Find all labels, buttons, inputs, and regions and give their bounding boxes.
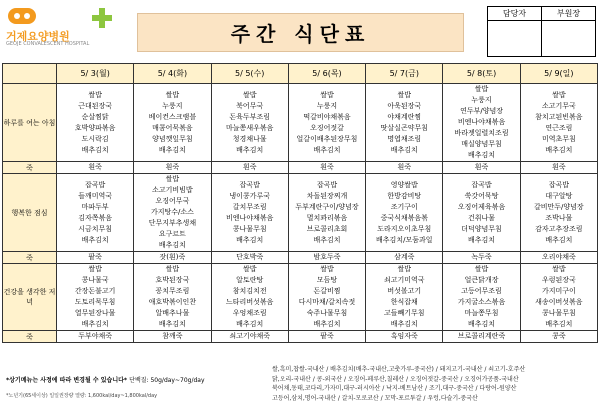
menu-item: 쌀밥 xyxy=(242,90,257,99)
menu-item: 야채계란찜 xyxy=(387,112,422,121)
approval-label-vice-director: 부원장 xyxy=(542,7,596,21)
menu-item: 단무지부추생채 xyxy=(148,219,197,227)
menu-item: 쌀밥 xyxy=(320,265,334,273)
menu-item: 마늘쫑무침 xyxy=(464,309,499,317)
menu-item: 소고기무국 xyxy=(541,101,576,110)
porridge-cell: 삼계죽 xyxy=(366,252,443,264)
page-title: 주간 식단표 xyxy=(137,13,464,52)
porridge-cell: 오리야채죽 xyxy=(520,252,597,264)
origin-line: 닭,오리-국내산 / 콩-외국산 / 오징어-페루산,칠레산 / 오징어젓갈-중국산 / 오징어가공품-국내산 xyxy=(272,375,519,383)
approval-sign-staff xyxy=(488,21,542,57)
menu-item: 배추김치 xyxy=(236,145,264,154)
menu-item: 매콤어묵볶음 xyxy=(152,123,193,132)
menu-item: 가지굴소스볶음 xyxy=(457,298,506,306)
menu-item: 아욱된장국 xyxy=(387,101,422,110)
menu-item: 양념깻잎무침 xyxy=(152,134,193,143)
menu-item: 꽁치무조림 xyxy=(155,287,190,295)
menu-item: 냉이콩가루국 xyxy=(229,191,270,200)
menu-item: 애호박볶이인찬 xyxy=(148,298,197,306)
menu-item: 배추김치 xyxy=(158,145,186,154)
menu-item: 요구르트 xyxy=(158,230,186,238)
approval-label-staff: 담당자 xyxy=(488,7,542,21)
menu-item: 잡곡밥 xyxy=(548,180,569,189)
footer-note xyxy=(6,375,276,384)
menu-item: 다시마채/갈치속젓 xyxy=(298,298,356,306)
menu-item: 더덕양념무침 xyxy=(461,224,502,233)
menu-item: 쇠고기미역국 xyxy=(383,276,425,284)
menu-item: 누룽지 xyxy=(471,96,492,104)
porridge-row xyxy=(3,252,598,264)
corner-cell xyxy=(3,64,57,84)
menu-item: 소고기비빔밥 xyxy=(152,186,193,194)
menu-item: 김자쪽볶음 xyxy=(78,213,113,222)
origin-info xyxy=(272,365,598,403)
menu-item: 대구알탕 xyxy=(545,191,573,200)
menu-item: 근대된장국 xyxy=(78,101,113,110)
menu-item: 쌀밥 xyxy=(165,175,180,183)
menu-item: 호박양파볶음 xyxy=(74,123,116,132)
menu-item: 건취나물 xyxy=(468,213,496,222)
menu-item: 쌀밥 xyxy=(552,265,566,273)
meal-cell xyxy=(443,174,520,252)
porridge-cell: 녹두죽 xyxy=(443,252,520,264)
date-header: 5/ 7(금) xyxy=(366,64,443,84)
menu-item: 쌀밥 xyxy=(242,265,257,273)
meal-cell xyxy=(57,264,134,331)
menu-item: 갈비만두/양념장 xyxy=(533,202,584,211)
menu-item: 콩나물국 xyxy=(81,276,109,284)
menu-item: 배추김치 xyxy=(468,235,496,244)
menu-item: 연근조림 xyxy=(545,123,573,132)
menu-item: 버섯볼고기 xyxy=(387,287,422,295)
menu-item: 배추김치 xyxy=(545,145,573,154)
meal-cell xyxy=(366,84,443,162)
nutrition-note: *노년기(65세이상) 일일권장량 열량: 1,600kal/day~1,800kal/day xyxy=(6,393,158,399)
approval-sign-vice-director xyxy=(542,21,596,57)
menu-item: 감자고추장조림 xyxy=(535,224,583,233)
menu-item: 배추김치 xyxy=(81,320,109,328)
menu-item: 우렁된장국 xyxy=(541,276,576,284)
porridge-cell: 잣(흰)죽 xyxy=(134,252,211,264)
meal-cell xyxy=(134,264,211,331)
footer xyxy=(2,363,598,418)
meal-cell xyxy=(520,84,597,162)
menu-item: 쌀밥 xyxy=(474,265,489,273)
menu-item: 참치김치전 xyxy=(232,287,267,295)
menu-item: 배추김치 xyxy=(468,151,496,159)
meal-cell xyxy=(134,84,211,162)
menu-item: 조박나물 xyxy=(545,213,573,222)
menu-item: 가지탕수/소스 xyxy=(150,208,194,216)
porridge-cell: 흰죽 xyxy=(366,162,443,174)
meal-label: 하루를 여는 아침 xyxy=(3,84,57,162)
menu-item: 호박된장국 xyxy=(155,276,190,284)
menu-item: 오징어젓갈 xyxy=(310,123,344,132)
menu-item: 멸치꽈리볶음 xyxy=(306,213,348,222)
porridge-cell: 팥죽 xyxy=(57,252,134,264)
porridge-cell: 쇠고기야채죽 xyxy=(211,331,288,343)
porridge-label: 죽 xyxy=(3,162,57,174)
menu-item: 콩나물무침 xyxy=(232,224,267,233)
menu-item: 땃살실곤약무침 xyxy=(380,123,428,132)
menu-item: 참치고된빈볶음 xyxy=(535,112,583,121)
meal-cell xyxy=(57,174,134,252)
menu-item: 차돌된장찌개 xyxy=(306,191,348,200)
menu-item: 배추김치 xyxy=(81,235,109,244)
menu-item: 연두부/양념장 xyxy=(460,107,504,115)
menu-item: 쌀밥 xyxy=(552,90,566,99)
menu-item: 중국식채볶음볶 xyxy=(380,213,428,222)
change-notice: *상기메뉴는 사정에 따라 변경될 수 있습니다* xyxy=(6,377,128,384)
protein-range: 단백질: 50g/day~70g/day xyxy=(129,377,205,384)
menu-item: 쌀밥 xyxy=(88,265,102,273)
menu-item: 오징어제육볶음 xyxy=(457,202,506,211)
porridge-cell: 밤호두죽 xyxy=(288,252,365,264)
menu-item: 미역초무침 xyxy=(541,134,576,143)
menu-item: 잡곡밥 xyxy=(84,180,106,189)
cross-icon xyxy=(92,8,112,28)
menu-item: 매실양념무침 xyxy=(461,140,502,148)
menu-item: 우엉채조림 xyxy=(232,309,267,317)
menu-item: 배추김치 xyxy=(545,320,573,328)
menu-item: 잡곡밥 xyxy=(316,180,338,189)
date-header: 5/ 3(월) xyxy=(57,64,134,84)
menu-item: 바라젯일렬치조림 xyxy=(454,129,509,137)
meal-cell xyxy=(520,174,597,252)
menu-item: 쌀밥 xyxy=(397,90,412,99)
porridge-cell: 흰죽 xyxy=(520,162,597,174)
menu-item: 배추김치 xyxy=(236,320,264,328)
porridge-label: 죽 xyxy=(3,252,57,264)
porridge-cell: 두부야채죽 xyxy=(57,331,134,343)
menu-item: 쌀밥 xyxy=(397,265,412,273)
menu-item: 비엔나야채볶음 xyxy=(226,213,274,222)
menu-item: 배추김치 xyxy=(236,235,264,244)
menu-item: 가지미구이 xyxy=(541,287,576,295)
menu-item: 마늘쫑새우볶음 xyxy=(226,123,274,132)
footer-notes xyxy=(6,375,276,399)
date-header: 5/ 9(일) xyxy=(520,64,597,84)
menu-item: 북어무국 xyxy=(236,101,264,110)
menu-item: 돈육두부조림 xyxy=(229,112,270,121)
porridge-cell: 브로콜리계란죽 xyxy=(443,331,520,343)
meal-cell xyxy=(443,84,520,162)
origin-line: 쌀,흑미,찹쌀-국내산 / 배추김치(배추-국내산,고춧가루-중국산) / 돼지고기-국내산 / 쇠고기-호주산 xyxy=(272,366,526,373)
meal-cell xyxy=(288,264,365,331)
porridge-cell: 흰죽 xyxy=(211,162,288,174)
logo-subtitle: GEOJE CONVALESCENT HOSPITAL xyxy=(6,41,90,47)
menu-item: 얼큰닭개장 xyxy=(464,276,499,284)
meal-cell xyxy=(443,264,520,331)
porridge-row xyxy=(3,331,598,343)
menu-item: 모듬탕 xyxy=(316,276,338,284)
menu-item: 알토란탕 xyxy=(236,276,264,284)
porridge-cell: 흰죽 xyxy=(57,162,134,174)
porridge-row xyxy=(3,162,598,174)
meal-label: 건강을 생각한 저녁 xyxy=(3,264,57,331)
porridge-cell: 흰죽 xyxy=(443,162,520,174)
meal-row xyxy=(3,174,598,252)
menu-item: 잡곡밥 xyxy=(471,180,492,189)
menu-item: 숙주나물무침 xyxy=(306,309,348,317)
menu-item: 누룽지 xyxy=(316,101,338,110)
menu-item: 배추김치 xyxy=(545,235,573,244)
porridge-cell: 팥죽 xyxy=(288,331,365,343)
porridge-cell: 참깨죽 xyxy=(134,331,211,343)
menu-item: 콩나물무침 xyxy=(541,309,576,317)
menu-item: 느타리버섯볶음 xyxy=(226,298,274,306)
menu-item: 비엔나야채볶음 xyxy=(457,118,506,126)
menu-item: 순살찜닭 xyxy=(81,112,109,121)
menu-item: 쌀밥 xyxy=(165,265,180,273)
menu-item: 갈치무조림 xyxy=(232,202,267,211)
approval-box xyxy=(487,6,596,57)
page-header xyxy=(0,0,600,60)
menu-item: 쌀밥 xyxy=(165,90,180,99)
meal-cell xyxy=(366,264,443,331)
menu-item: 쌀밥 xyxy=(320,90,334,99)
meal-cell xyxy=(366,174,443,252)
date-header: 5/ 4(화) xyxy=(134,64,211,84)
origin-line: 북어채,동태,코다리,가자미,대구-러시아산 / 낙지-베트남산 / 조기,대구-중국산 / 다랑어-원양산 xyxy=(272,385,517,392)
menu-item: 돈갈비찜 xyxy=(313,287,341,295)
date-header: 5/ 8(토) xyxy=(443,64,520,84)
weekly-menu-table xyxy=(2,63,598,343)
menu-item: 도토리묵무침 xyxy=(74,298,116,306)
menu-item: 조기구이 xyxy=(390,202,418,211)
menu-item: 마파두부 xyxy=(81,202,109,211)
meal-cell xyxy=(520,264,597,331)
menu-item: 배추김치 xyxy=(81,145,109,154)
menu-item: 배추김치 xyxy=(313,235,341,244)
date-header-row xyxy=(3,64,598,84)
menu-item: 배추김치 xyxy=(158,241,186,249)
meal-cell xyxy=(57,84,134,162)
meal-cell xyxy=(288,174,365,252)
meal-row xyxy=(3,264,598,331)
menu-item: 두부계란구이/양념장 xyxy=(295,202,359,211)
menu-item: 쑥갓어묵탕 xyxy=(464,191,499,200)
menu-item: 영양쌀밥 xyxy=(390,180,418,189)
menu-item: 시금치무침 xyxy=(78,224,113,233)
menu-item: 도라지오이초무침 xyxy=(377,224,432,233)
meal-cell xyxy=(211,84,288,162)
origin-line: 고등어,삼치,명어-국내산 / 갈치-모로코산 / 꼬막-포르투갈 / 우렁,다슬기-중국산 xyxy=(272,394,478,402)
menu-item: 얼갈이배추된장무침 xyxy=(296,134,358,143)
date-header: 5/ 5(수) xyxy=(211,64,288,84)
menu-item: 잡곡밥 xyxy=(239,180,260,189)
menu-item: 도시락김 xyxy=(81,134,109,143)
porridge-cell: 단호박죽 xyxy=(211,252,288,264)
meal-cell xyxy=(288,84,365,162)
menu-item: 한방감비탕 xyxy=(387,191,422,200)
menu-item: 브로콜리초회 xyxy=(306,224,348,233)
menu-item: 배추김치 xyxy=(468,320,496,328)
menu-item: 쌀밥 xyxy=(474,85,489,93)
menu-item: 새송이버섯볶음 xyxy=(535,298,583,306)
menu-item: 배추김치 xyxy=(390,320,418,328)
menu-item: 열무된장나물 xyxy=(74,309,116,317)
menu-item: 배추김치/모둠과일 xyxy=(376,235,433,244)
menu-item: 배추김치 xyxy=(313,145,341,154)
logo-mark-icon xyxy=(8,8,36,24)
menu-item: 고등어무조림 xyxy=(461,287,502,295)
menu-item: 떡갈비야채볶음 xyxy=(303,112,351,121)
meal-cell xyxy=(211,174,288,252)
meal-cell xyxy=(211,264,288,331)
menu-item: 들깨미역국 xyxy=(78,191,113,200)
porridge-cell: 콩죽 xyxy=(520,331,597,343)
porridge-label: 죽 xyxy=(3,331,57,343)
date-header: 5/ 6(목) xyxy=(288,64,365,84)
menu-item: 청경채나물 xyxy=(232,134,267,143)
menu-item: 쌀밥 xyxy=(88,90,102,99)
meal-cell xyxy=(134,174,211,252)
menu-item: 베이컨스크램블 xyxy=(148,112,197,121)
logo-name: 거제요양병원 xyxy=(6,30,70,43)
menu-item: 배추김치 xyxy=(158,320,186,328)
menu-item: 명엽채조림 xyxy=(387,134,422,143)
meal-row xyxy=(3,84,598,162)
menu-item: 고들빼기무침 xyxy=(383,309,425,317)
menu-item: 알배추나물 xyxy=(155,309,190,317)
menu-item: 배추김치 xyxy=(313,320,341,328)
porridge-cell: 흰죽 xyxy=(134,162,211,174)
menu-item: 배추김치 xyxy=(390,145,418,154)
menu-item: 오징어무국 xyxy=(155,197,190,205)
menu-item: 간장돈불고기 xyxy=(74,287,116,295)
menu-item: 한식잡채 xyxy=(390,298,418,306)
meal-label: 행복한 점심 xyxy=(3,174,57,252)
menu-item: 누룽지 xyxy=(162,101,183,110)
hospital-logo xyxy=(4,6,124,50)
porridge-cell: 흑임자죽 xyxy=(366,331,443,343)
porridge-cell: 흰죽 xyxy=(288,162,365,174)
